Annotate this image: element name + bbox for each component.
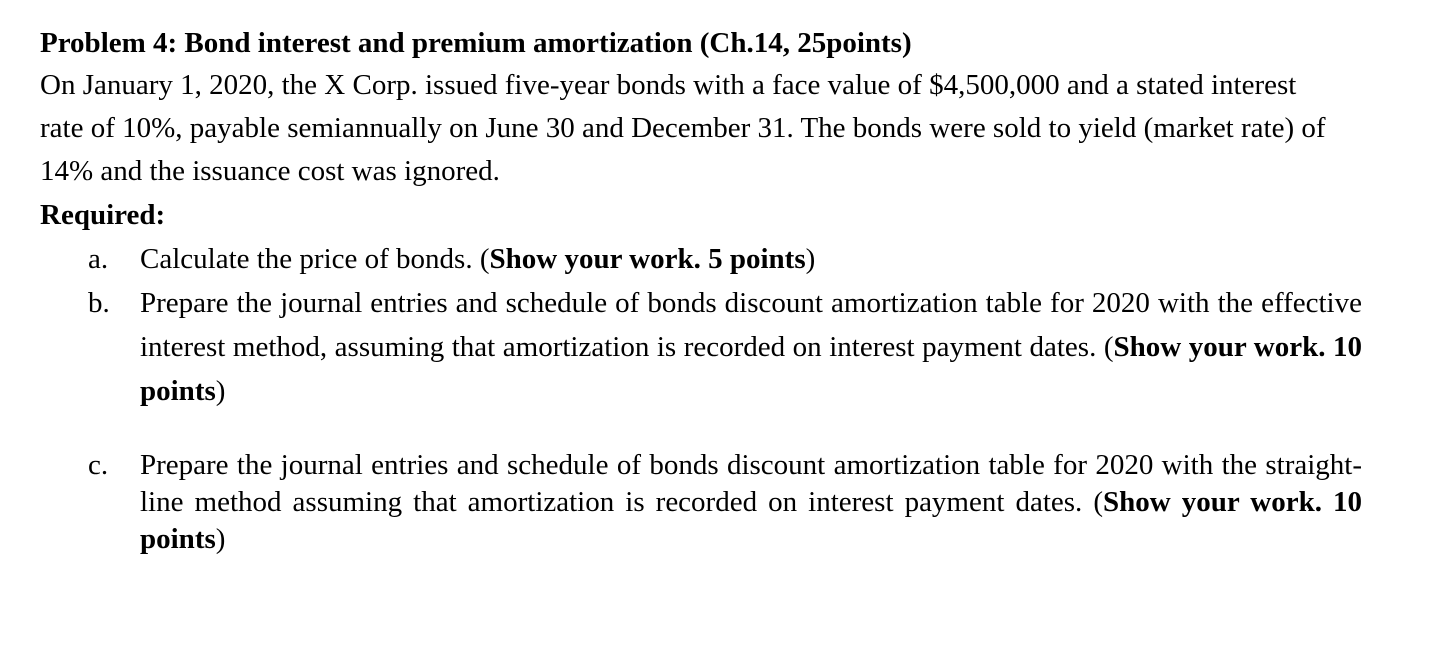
requirement-marker: b. bbox=[88, 287, 110, 319]
points-note: Show your work. 10 points bbox=[140, 486, 1362, 555]
requirement-item-a bbox=[40, 237, 1362, 281]
required-label: Required: bbox=[40, 199, 166, 231]
points-note: Show your work. 5 points bbox=[489, 243, 806, 275]
requirement-marker: a. bbox=[88, 243, 109, 275]
requirements-list bbox=[40, 237, 1420, 558]
requirement-item-c bbox=[40, 447, 1362, 558]
requirement-text: Calculate the price of bonds. (Show your work. 5 points) bbox=[140, 243, 816, 275]
problem-title: Problem 4: Bond interest and premium amortization (Ch.14, 25points) bbox=[40, 27, 912, 59]
requirement-text: Prepare the journal entries and schedule of bonds discount amortization table for 2020 with the straight-line method assuming that amortization is recorded on interest payment dates. (Show your work. 10 points) bbox=[140, 449, 1362, 555]
requirement-marker: c. bbox=[88, 449, 109, 481]
problem-intro: On January 1, 2020, the X Corp. issued five-year bonds with a face value of $4,500,000 and a stated interest rate of 10%, payable semiannually on June 30 and December 31. The bonds were sold to yield (market rate) of 14% and the issuance cost was ignored. bbox=[40, 69, 1326, 187]
problem-document bbox=[40, 22, 1420, 558]
requirement-item-b bbox=[40, 281, 1362, 413]
points-note: Show your work. 10 points bbox=[140, 331, 1362, 407]
requirement-text: Prepare the journal entries and schedule of bonds discount amortization table for 2020 with the effective interest method, assuming that amortization is recorded on interest payment dates. (Show your work. 10 points) bbox=[140, 287, 1362, 407]
